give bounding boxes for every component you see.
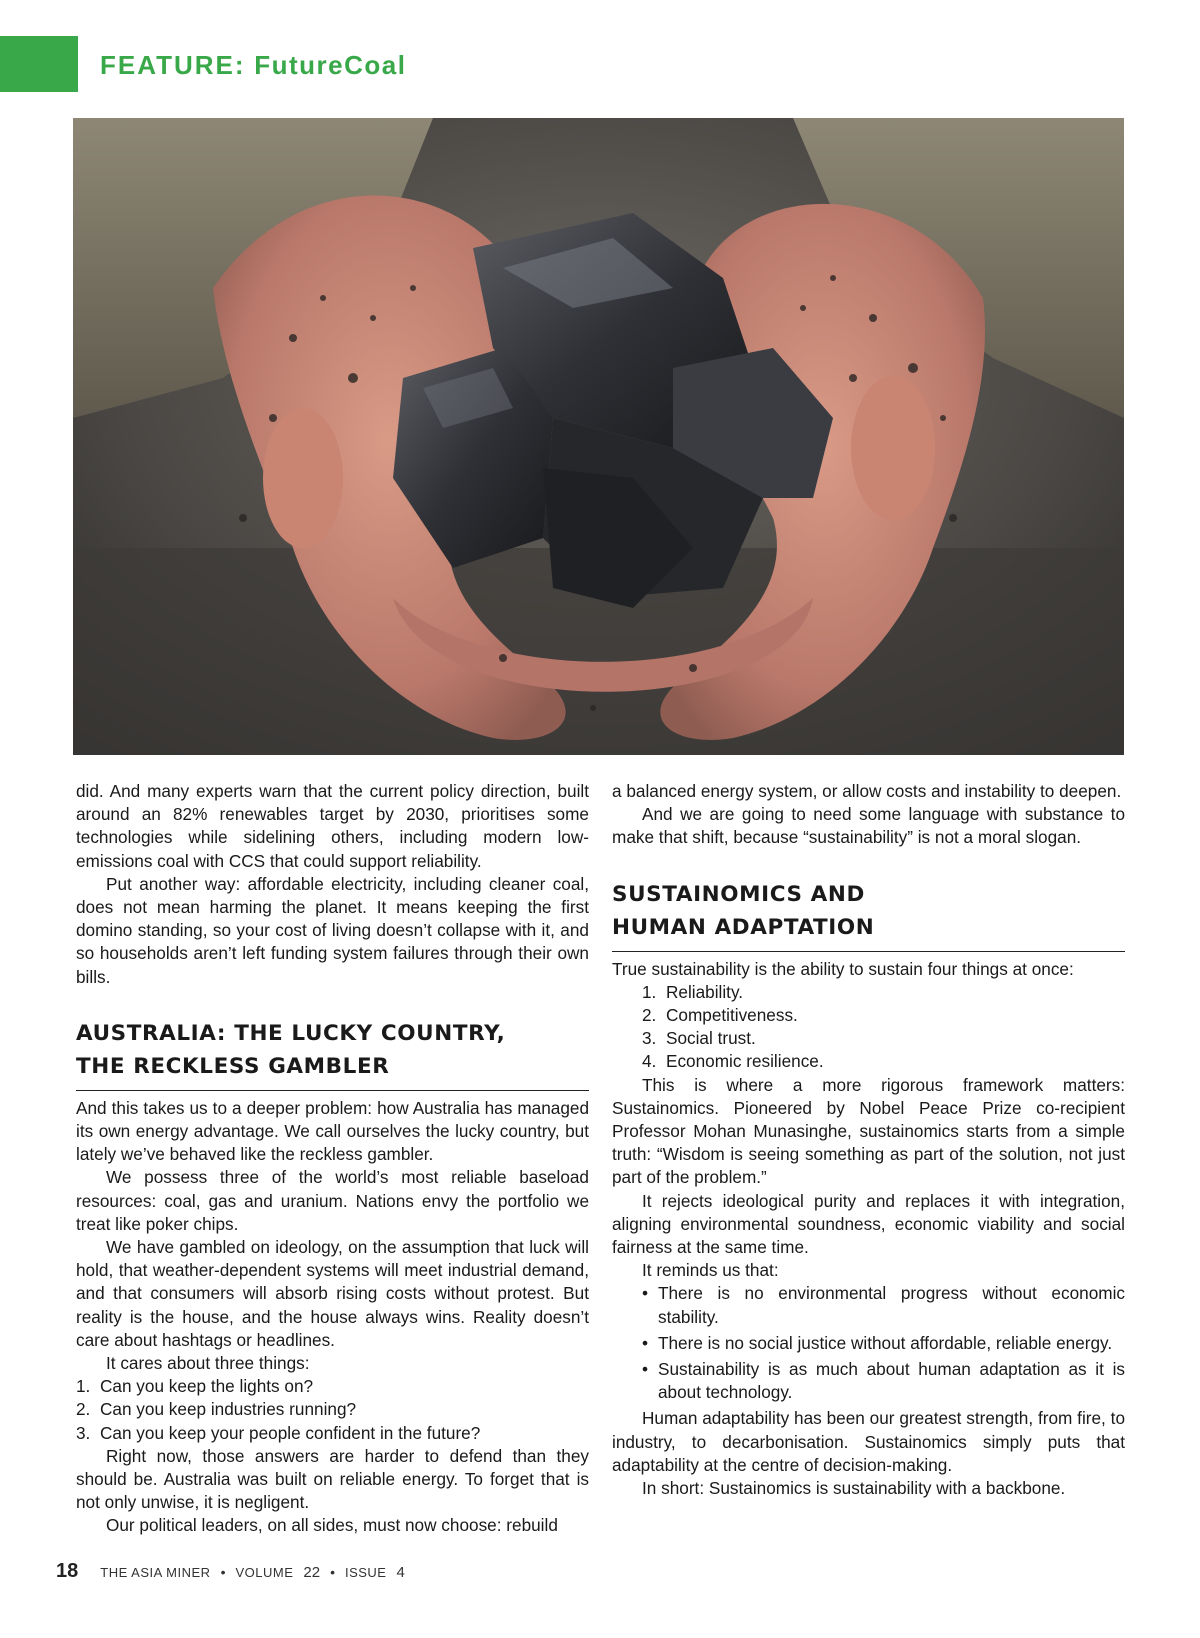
- separator-dot-icon: •: [330, 1564, 335, 1580]
- list-item: 3. Can you keep your people confident in the future?: [76, 1422, 481, 1443]
- list-item: • There is no social justice without affordable, reliable energy.: [612, 1332, 1125, 1355]
- sustainomics-heading-line-1: SUSTAINOMICS AND: [612, 881, 865, 907]
- separator-dot-icon: •: [220, 1564, 226, 1580]
- left-paragraph-2: Put another way: affordable electricity, including cleaner coal, does not mean harming the planet. It means keeping the first domino standing, so your cost of living doesn’t collapse with it, and so households aren’t left funding system failures through their own bills.: [76, 873, 589, 987]
- australia-heading: [76, 1017, 589, 1091]
- left-paragraph-4: We possess three of the world’s most reliable baseload resources: coal, gas and uranium. Nations envy the portfolio we treat like poker chips.: [76, 1167, 589, 1234]
- bullet-icon: •: [642, 1359, 649, 1380]
- right-paragraph-7: Human adaptability has been our greatest strength, from fire, to industry, to decarbonisation. Sustainomics simply puts that adaptability at the centre of decision-making.: [612, 1408, 1125, 1475]
- four-things-list: [612, 981, 1125, 1074]
- bullet-icon: •: [642, 1283, 649, 1304]
- australia-heading-line-1: AUSTRALIA: THE LUCKY COUNTRY,: [76, 1020, 506, 1046]
- left-paragraph-1: did. And many experts warn that the current policy direction, built around an 82% renewables target by 2030, prioritises some technologies while sidelining others, including modern low-emissions coal with CCS that could support reliability.: [76, 781, 589, 871]
- three-questions-list: [76, 1375, 589, 1445]
- left-paragraph-6: It cares about three things:: [106, 1353, 310, 1374]
- publication-name: THE ASIA MINER: [100, 1565, 211, 1580]
- left-paragraph-3: And this takes us to a deeper problem: how Australia has managed its own energy advantage. We call ourselves the lucky country, but lately we’ve behaved like the reckless gambler.: [76, 1097, 589, 1165]
- right-paragraph-2: And we are going to need some language with substance to make that shift, because “sustainability” is not a moral slogan.: [612, 804, 1125, 848]
- sustainomics-heading: [612, 878, 1125, 952]
- reminders-list: [612, 1282, 1125, 1404]
- right-paragraph-4: This is where a more rigorous framework matters: Sustainomics. Pioneered by Nobel Peace Prize co-recipient Professor Mohan Munasinghe, sustainomics starts from a simple truth: “Wisdom is seeing something as part of the solution, not just part of the problem.”: [612, 1074, 1125, 1188]
- list-item: • There is no environmental progress without economic stability.: [642, 1283, 1125, 1327]
- right-paragraph-8: In short: Sustainomics is sustainability with a backbone.: [642, 1478, 1066, 1499]
- left-column: [76, 780, 589, 1538]
- section-tab: [0, 36, 78, 92]
- coal-in-hands-photo: [73, 118, 1124, 755]
- left-paragraph-5: We have gambled on ideology, on the assumption that luck will hold, that weather-dependent systems will meet industrial demand, and that consumers will absorb rising costs without protest. But reality is the house, and the house always wins. Reality doesn’t care about hashtags or headlines.: [76, 1237, 589, 1350]
- sustainomics-heading-line-2: HUMAN ADAPTATION: [612, 914, 875, 940]
- list-item: 3. Social trust.: [642, 1028, 756, 1049]
- issue-label: ISSUE: [344, 1565, 387, 1580]
- coal-photo-illustration: [73, 118, 1124, 755]
- list-item: 2. Competitiveness.: [642, 1005, 798, 1026]
- right-paragraph-5: It rejects ideological purity and replaces it with integration, aligning environmental soundness, economic viability and social fairness at the same time.: [612, 1190, 1125, 1258]
- issue-number: 4: [396, 1564, 405, 1581]
- list-item: 1. Can you keep the lights on?: [76, 1376, 314, 1397]
- list-item: 2. Can you keep industries running?: [76, 1399, 357, 1420]
- page-footer: [56, 1560, 405, 1583]
- left-paragraph-8: Our political leaders, on all sides, must now choose: rebuild: [106, 1515, 558, 1536]
- page-number: 18: [56, 1560, 79, 1582]
- section-name: FutureCoal: [254, 50, 407, 80]
- left-paragraph-7: Right now, those answers are harder to defend than they should be. Australia was built on reliable energy. To forget that is not only unwise, it is negligent.: [76, 1445, 589, 1513]
- section-kicker: FEATURE:: [100, 50, 246, 80]
- bullet-icon: •: [642, 1332, 649, 1353]
- volume-number: 22: [303, 1564, 321, 1581]
- australia-heading-line-2: THE RECKLESS GAMBLER: [76, 1053, 390, 1079]
- list-item: 4. Economic resilience.: [642, 1051, 824, 1072]
- right-paragraph-1: a balanced energy system, or allow costs and instability to deepen.: [612, 781, 1122, 801]
- list-item: 1. Reliability.: [642, 981, 744, 1002]
- right-paragraph-3: True sustainability is the ability to sustain four things at once:: [612, 958, 1074, 979]
- section-title: [100, 50, 406, 81]
- volume-label: VOLUME: [235, 1565, 294, 1580]
- right-column: [612, 780, 1125, 1500]
- right-paragraph-6: It reminds us that:: [642, 1260, 779, 1281]
- list-item: • Sustainability is as much about human adaptation as it is about technology.: [642, 1359, 1125, 1403]
